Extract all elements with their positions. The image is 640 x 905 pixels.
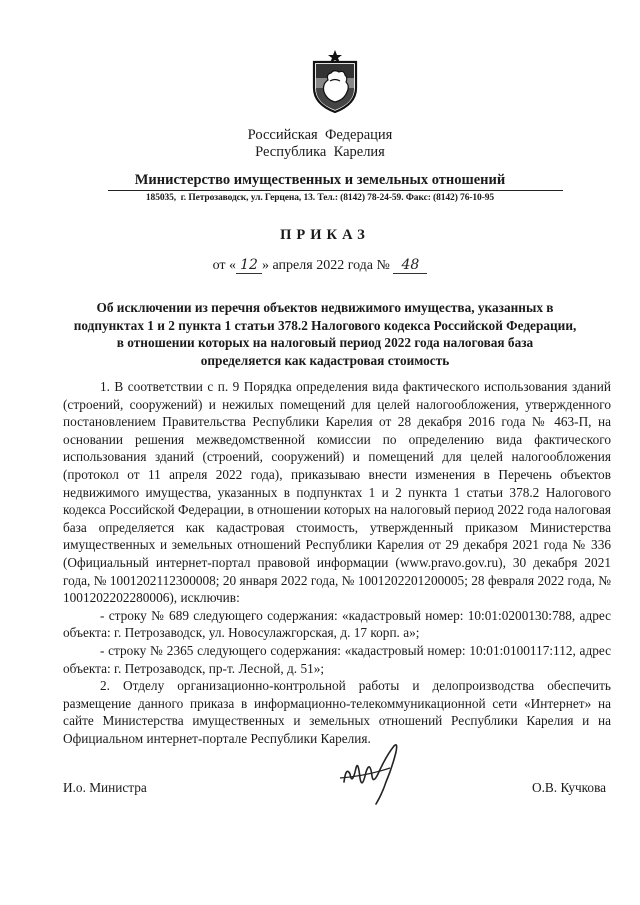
paragraph-2: 2. Отделу организационно-контрольной работы и делопроизводства обеспечить размещение данного приказа в информационно-телекоммуникационной сети «Интернет» на сайте Министерства имущественных и земельных отношений Республики Карелия и на Официальном интернет-портале Республики Карелия. bbox=[63, 678, 611, 746]
signer-position: И.о. Министра bbox=[63, 780, 147, 795]
republic-name: Республика Карелия bbox=[255, 144, 385, 160]
order-middle: » апреля 2022 года № bbox=[262, 258, 390, 273]
signer-name: О.В. Кучкова bbox=[532, 780, 607, 795]
excluded-item-2: - строку № 2365 следующего содержания: «кадастровый номер: 10:01:0100117:112, адрес объекта: г. Петрозаводск, пр-т. Лесной, д. 51»; bbox=[63, 642, 611, 676]
order-prefix: от « bbox=[212, 258, 237, 273]
excluded-item-1: - строку № 689 следующего содержания: «кадастровый номер: 10:01:0200130:788, адрес объекта: г. Петрозаводск, ул. Новосулажгорская, д. 17 корп. а»; bbox=[63, 607, 611, 641]
ministry-name: Министерство имущественных и земельных отношений bbox=[134, 172, 506, 188]
document-title-line: в отношении которых на налоговый период 2022 года налоговая база bbox=[116, 335, 534, 350]
order-number: 48 bbox=[393, 257, 427, 274]
karelia-coat-of-arms-icon bbox=[300, 48, 370, 114]
order-title: ПРИКАЗ bbox=[280, 227, 370, 243]
order-date-line bbox=[0, 257, 640, 274]
header-country bbox=[0, 127, 640, 161]
country-name: Российская Федерация bbox=[247, 127, 393, 143]
document-title-line: определяется как кадастровая стоимость bbox=[200, 352, 450, 368]
paragraph-1: 1. В соответствии с п. 9 Порядка определения вида фактического использования зданий (строений, сооружений) и нежилых помещений для целей налогообложения, утвержденного постановлением Правительства Республики Карелия от 28 декабря 2016 года № 463-П, на основании решения межведомственной комиссии по определению вида фактического использования зданий (строений, сооружений) и помещений для целей налогообложения (протокол от 11 апреля 2022 года), приказываю внести изменения в Перечень объектов недвижимого имущества, указанных в подпунктах 1 и 2 пункта 1 статьи 378.2 Налогового кодекса Российской Федерации, в отношении которых на налоговый период 2022 года налоговая база определяется как кадастровая стоимость, утвержденный приказом Министерства имущественных и земельных отношений Республики Карелия от 29 декабря 2021 года № 336 (Официальный интернет-портал правовой информации (www.pravo.gov.ru), 30 декабря 2021 года, № 1001202112300008; 20 января 2022 года, № 1001202201200005; 28 февраля 2022 года, № 1001202202280006), исключив: bbox=[63, 379, 611, 606]
handwritten-signature-icon bbox=[336, 738, 416, 808]
header-divider bbox=[108, 190, 563, 191]
document-title-line: Об исключении из перечня объектов недвижимого имущества, указанных в bbox=[96, 300, 554, 315]
document-body bbox=[63, 378, 611, 747]
order-day: 12 bbox=[236, 257, 262, 274]
document-title-line: подпунктах 1 и 2 пункта 1 статьи 378.2 Налогового кодекса Российской Федерации, bbox=[73, 317, 577, 333]
document-title bbox=[60, 299, 590, 369]
ministry-address: 185035, г. Петрозаводск, ул. Герцена, 13. Тел.: (8142) 78-24-59. Факс: (8142) 76-10-95 bbox=[145, 193, 495, 203]
